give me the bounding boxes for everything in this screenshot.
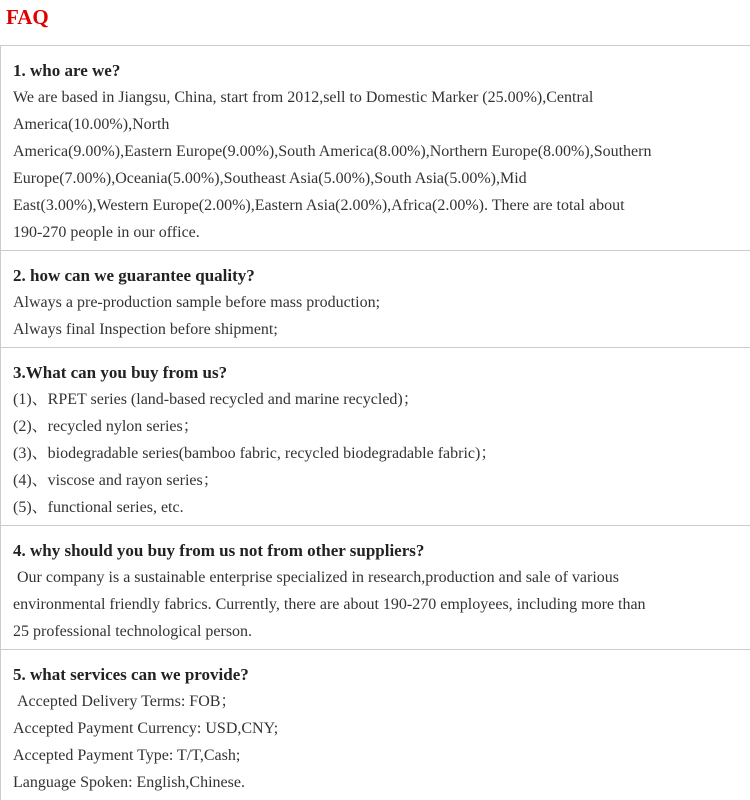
faq-question: 2. how can we guarantee quality? [13,266,255,285]
faq-answer-line: Always final Inspection before shipment; [13,321,278,338]
faq-answer-line: 25 professional technological person. [13,623,253,640]
faq-answer-line: Accepted Payment Type: T/T,Cash; [13,747,241,764]
faq-question: 3.What can you buy from us? [13,363,228,382]
faq-answer-line: (4)、viscose and rayon series； [13,472,219,489]
faq-answer-line: environmental friendly fabrics. Currently, there are about 190-270 employees, including more than [13,596,646,613]
faq-answer-line: (5)、functional series, etc. [13,499,184,516]
faq-list [0,45,750,800]
faq-answer-line: (3)、biodegradable series(bamboo fabric, recycled biodegradable fabric)； [13,445,497,462]
faq-answer-line: We are based in Jiangsu, China, start from 2012,sell to Domestic Marker (25.00%),Central [13,89,594,106]
faq-question: 5. what services can we provide? [13,665,249,684]
faq-answer-line: America(10.00%),North [13,116,170,133]
faq-item-quality [1,251,750,348]
faq-answer-line: Language Spoken: English,Chinese. [13,774,245,791]
faq-answer-line: Accepted Delivery Terms: FOB； [13,693,237,710]
faq-answer-line: East(3.00%),Western Europe(2.00%),Eastern Asia(2.00%),Africa(2.00%). There are total about [13,197,625,214]
faq-answer-line: 190-270 people in our office. [13,224,200,241]
faq-answer-line: Always a pre-production sample before mass production; [13,294,381,311]
faq-item-services [1,650,750,800]
faq-answer-line: Europe(7.00%),Oceania(5.00%),Southeast Asia(5.00%),South Asia(5.00%),Mid [13,170,527,187]
faq-answer-line: Our company is a sustainable enterprise specialized in research,production and sale of various [13,569,620,586]
page-title: FAQ [6,5,49,29]
faq-question: 4. why should you buy from us not from other suppliers? [13,541,425,560]
faq-question: 1. who are we? [13,61,121,80]
faq-item-products [1,348,750,526]
faq-answer-line: (2)、recycled nylon series； [13,418,199,435]
faq-answer-line: America(9.00%),Eastern Europe(9.00%),South America(8.00%),Northern Europe(8.00%),Southern [13,143,652,160]
faq-item-why-us [1,526,750,650]
faq-item-who-are-we [1,46,750,251]
faq-answer-line: (1)、RPET series (land-based recycled and marine recycled)； [13,391,419,408]
faq-answer-line: Accepted Payment Currency: USD,CNY; [13,720,279,737]
